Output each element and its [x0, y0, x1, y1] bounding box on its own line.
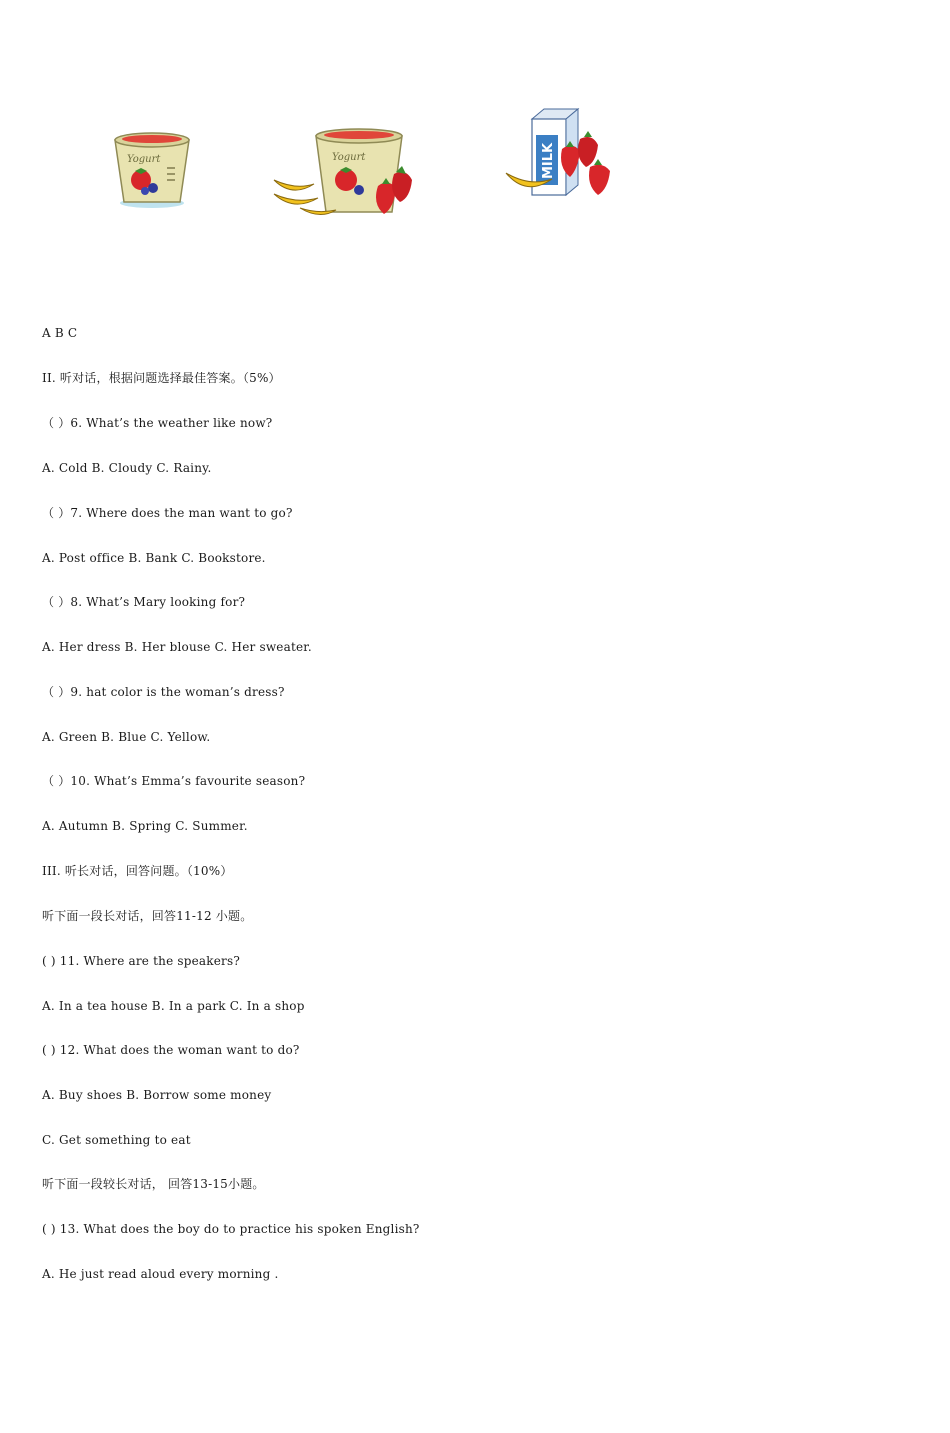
- option-a-yogurt-image: [105, 128, 200, 214]
- question-7: （ ）7. Where does the man want to go?: [42, 506, 293, 520]
- question-9: （ ）9. hat color is the woman’s dress?: [42, 685, 285, 699]
- question-13: ( ) 13. What does the boy do to practice his spoken English?: [42, 1222, 420, 1236]
- question-11: ( ) 11. Where are the speakers?: [42, 954, 240, 968]
- yogurt-bananas-strawberries-icon: [270, 128, 420, 220]
- question-6: （ ）6. What’s the weather like now?: [42, 416, 273, 430]
- question-13-option-a: A. He just read aloud every morning .: [42, 1267, 279, 1281]
- question-8: （ ）8. What’s Mary looking for?: [42, 595, 246, 609]
- yogurt-cup-icon: [105, 128, 200, 214]
- question-10: （ ）10. What’s Emma’s favourite season?: [42, 774, 306, 788]
- yogurt-label-a: Yogurt: [127, 154, 161, 165]
- question-8-options: A. Her dress B. Her blouse C. Her sweater.: [42, 640, 312, 654]
- option-letters: A B C: [42, 326, 78, 340]
- instruction-11-12: 听下面一段长对话，回答11-12 小题。: [42, 909, 253, 923]
- milk-label: MILK: [541, 142, 556, 179]
- question-9-options: A. Green B. Blue C. Yellow.: [42, 730, 211, 744]
- section-3-heading: III. 听长对话，回答问题。（10%）: [42, 864, 233, 878]
- question-7-options: A. Post office B. Bank C. Bookstore.: [42, 551, 266, 565]
- question-12-options-ab: A. Buy shoes B. Borrow some money: [42, 1088, 272, 1102]
- instruction-13-15: 听下面一段较长对话， 回答13-15小题。: [42, 1177, 265, 1191]
- option-c-milk-fruit-image: [500, 105, 625, 205]
- question-12: ( ) 12. What does the woman want to do?: [42, 1043, 300, 1057]
- milk-banana-strawberries-icon: [500, 105, 625, 205]
- question-6-options: A. Cold B. Cloudy C. Rainy.: [42, 461, 212, 475]
- option-b-yogurt-fruit-image: [270, 128, 420, 220]
- question-10-options: A. Autumn B. Spring C. Summer.: [42, 819, 248, 833]
- question-12-option-c: C. Get something to eat: [42, 1133, 191, 1147]
- yogurt-label-b: Yogurt: [332, 152, 366, 163]
- question-11-options: A. In a tea house B. In a park C. In a shop: [42, 999, 305, 1013]
- section-2-heading: II. 听对话，根据问题选择最佳答案。（5%）: [42, 371, 281, 385]
